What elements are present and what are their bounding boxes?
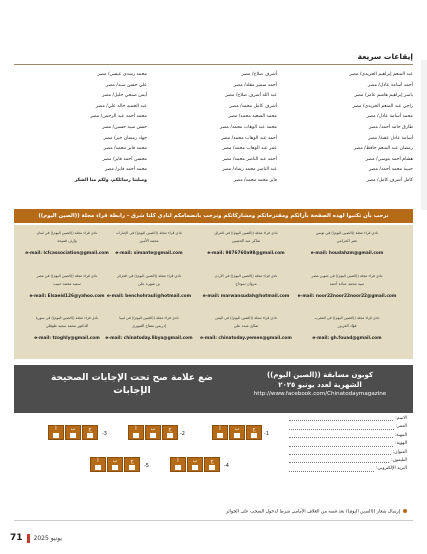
answer-option[interactable]: أ (48, 425, 64, 440)
name-item: محمد أسامة عادل/ مصر (366, 114, 413, 120)
name-item: ياسر إبراهيم هاشم عامر/ مصر (354, 93, 413, 99)
answer-option[interactable]: ب (107, 457, 123, 472)
name-item: أحمد أسامة عادل/ مصر (367, 82, 413, 88)
name-item: أشرف كامل محمد/ مصر (229, 103, 277, 109)
club-title: نادي قراء مجلة ((الصين اليوم)) في الإمارات (116, 231, 182, 235)
name-item: أشرف صلاح/ مصر (241, 72, 277, 77)
club-contact-name: محمد الأمين (139, 238, 159, 243)
page-edge-strip (421, 60, 427, 210)
club-title: نادي قراء مجلة ((الصين اليوم)) في تونس (315, 231, 379, 235)
club-contact-name: مروان سوداح (235, 281, 257, 286)
club-email[interactable]: e-mail: marwansudah@hotmail.com (202, 294, 290, 299)
answer-option[interactable]: أ (170, 457, 186, 472)
club-email[interactable]: e-mail: gh.fouad@gmail.com (312, 336, 382, 341)
name-item: رمضان عبد المنعم حافظ/ مصر (353, 146, 413, 152)
answer-option[interactable]: ب (187, 457, 203, 472)
answer-option[interactable]: أ (90, 457, 106, 472)
facebook-url[interactable]: http://www.facebook.com/Chinatodaymagazine (253, 391, 387, 397)
name-item: علي حسن سيد/ مصر (105, 82, 147, 88)
quiz-header (14, 365, 413, 413)
section-title: إيقاعات سريعة (357, 52, 413, 61)
club-title: نادي قراء مجلة ((الصين اليوم)) في المغرب (314, 316, 380, 320)
names-column-2 (157, 70, 277, 187)
question-number: -3 (102, 431, 107, 437)
prize-note-text: إرسال شعار ((الصين اليوم)) بعد قصه من الغلاف الأمامي شرط لدخول السحب على الجوائز (225, 509, 400, 515)
answer-option[interactable]: أ (128, 425, 144, 440)
name-item: محمد أحمد فايز/ مصر (105, 167, 147, 173)
name-item: محمد فايز محمد/ مصر (103, 146, 147, 152)
name-item: طارق حامد أحمد/ مصر (368, 124, 413, 130)
names-column-1 (288, 70, 413, 187)
readers-clubs-panel (14, 225, 413, 359)
club-title: نادي قراء مجلة ((الصين اليوم)) في مصر (36, 274, 98, 278)
question-number: -4 (224, 463, 229, 469)
club-contact-name: سيد محمد عبادة أحمد (329, 281, 365, 286)
name-item: حبيبة محمد أحمد/ مصر (368, 167, 413, 173)
address-field[interactable] (289, 449, 391, 455)
name-field[interactable] (289, 415, 393, 421)
club-title: نادي قراء مجلة ((الصين اليوم)) في لبنان (36, 231, 98, 235)
section-divider (14, 64, 413, 65)
club-title: نادي قراء مجلة ((الصين اليوم)) في العراق (214, 231, 278, 235)
form-label: التليفون: (391, 458, 407, 464)
form-label: العنوان: (392, 449, 407, 455)
name-item: محمد أحمد عبد الرحمن/ مصر (90, 114, 147, 120)
name-item: أحمد عبد الناصر محمد/ مصر (222, 156, 277, 162)
email-field[interactable] (289, 465, 374, 471)
club-email[interactable]: e-mail: 9876760a98@gmail.com (207, 251, 285, 256)
club-contact-name: شاكر عبد الحسين (231, 238, 261, 243)
club-contact-name: وارف قميحة (57, 238, 77, 243)
club-email[interactable]: e-mail: Elsaeid126@yahoo.com (29, 294, 105, 299)
club-title: نادي قراء مجلة ((الصين اليوم)) في الجزائر (116, 274, 182, 278)
club-contact-name: الدكتور محمد سعيد طوقلي (45, 323, 89, 328)
club-title: نادي قراء مجلة ((الصين اليوم)) في سوريا (35, 316, 99, 320)
name-item: محمد رشدي عيسى/ مصر (97, 72, 147, 77)
name-item: جهاد رمضان خير/ مصر (103, 135, 147, 141)
form-row-age[interactable] (287, 423, 407, 431)
name-item: أيمن صبحي خليل/ مصر (102, 93, 147, 99)
question-number: -2 (180, 431, 185, 437)
form-label: المهنة: (394, 432, 407, 438)
form-label: العمر: (395, 424, 407, 430)
club-card (17, 274, 117, 312)
answer-option[interactable]: ج (82, 425, 98, 440)
club-card (17, 231, 117, 269)
name-item: راجي عبد المنعم الجريدي/ مصر (352, 103, 413, 109)
question-number: -1 (264, 431, 269, 437)
coupon-title: كوبون مسابقة ((الصين اليوم)) (266, 371, 374, 379)
club-email[interactable]: e-mail: houdahzm@gmail.com (310, 251, 384, 256)
entrant-form (287, 415, 407, 474)
form-row-phone[interactable] (287, 457, 407, 465)
club-email[interactable]: e-mail: chinatoday.libya@gmail.com (105, 336, 193, 341)
answer-option[interactable]: ج (124, 457, 140, 472)
form-row-name[interactable] (287, 415, 407, 423)
answers-heading: الإجابات (113, 385, 151, 396)
answer-option[interactable]: ج (162, 425, 178, 440)
club-title: نادي قراء مجلة ((الصين اليوم)) في جنوبي مصر (311, 274, 383, 278)
club-email[interactable]: e-mail: tzoghly@gmail.com (34, 336, 100, 341)
readers-club-banner: نرحب بأن تكتبوا لهذه الصفحة بآرائكم ومقترحاتكم ومشاركاتكم ونرحب بانضمامكم لنادي كلنا شرق - رابطة قراء مجلة ((الصين اليوم)) (14, 209, 413, 223)
name-item: عبد الناصر محمد رشاد/ مصر (222, 167, 277, 173)
form-label: الهوية: (395, 441, 407, 447)
name-item: عبد الله أشرف صلاح/ مصر (225, 93, 277, 99)
club-email[interactable]: e-mail: ximante@gmail.com (115, 251, 183, 256)
issue-date: يونيو 2025 (33, 534, 63, 542)
club-title: نادي قراء مجلة ((الصين اليوم)) في الأردن (214, 274, 278, 278)
form-row-address[interactable] (287, 449, 407, 457)
phone-field[interactable] (289, 457, 389, 463)
club-email[interactable]: e-mail: noor22noor22noor22@gmail.com (297, 294, 397, 299)
answer-option[interactable]: ج (246, 425, 262, 440)
answer-option[interactable]: ب (229, 425, 245, 440)
form-label: الاسم: (395, 416, 407, 421)
name-item: محمد عبد الوهاب محمد/ مصر (219, 124, 277, 130)
name-item: فايز محمد محمد/ مصر (233, 177, 277, 183)
answer-option[interactable]: ج (204, 457, 220, 472)
bullet-icon (403, 509, 407, 513)
form-label: البريد الإلكتروني: (376, 466, 407, 472)
quiz-heading: ضع علامة صح تحت الإجابات الصحيحة (51, 373, 213, 383)
club-email[interactable]: e-mail: chinatoday.yemen@gmail.com (200, 336, 292, 341)
quiz-instructions (32, 373, 232, 396)
club-contact-name: فؤاد الغزيزر (337, 323, 357, 328)
name-item: محمد السعيد محمد/ مصر (228, 114, 277, 120)
club-contact-name: بن شهرة علي (137, 281, 161, 286)
prize-note (226, 509, 407, 515)
question-number: -5 (144, 463, 149, 469)
club-contact-name: عمر الحرامي (336, 238, 358, 243)
page-number: 71 (10, 533, 23, 543)
name-item: وصلتنا رسائلكم، ولكم منا الشكر (74, 177, 147, 183)
age-field[interactable] (289, 423, 394, 429)
name-item: عبد المنعم إبراهيم الجريدي/ مصر (349, 72, 413, 77)
name-item: أحمد سمير مقلد/ مصر (233, 82, 277, 88)
hobby-field[interactable] (289, 440, 393, 446)
club-title: نادي قراء مجلة ((الصين اليوم)) في ليبيا (119, 316, 179, 320)
name-item: محسن أحمد فايز/ مصر (102, 156, 147, 162)
coupon-info (235, 371, 405, 397)
name-item: عمر عبد الوهاب محمد/ مصر (222, 146, 277, 152)
answer-option[interactable]: أ (212, 425, 228, 440)
club-email[interactable]: e-mail: benchohrauli@hotmail.com (106, 294, 192, 299)
form-row-email[interactable] (287, 465, 407, 473)
name-item: كامل أشرف كامل/ مصر (366, 177, 413, 183)
page-footer (10, 532, 62, 544)
name-item: أحمد عبد الوهاب محمد/ مصر (221, 135, 277, 141)
footer-divider (27, 534, 30, 543)
club-contact-name: سعيد محمد حبيب (53, 281, 81, 286)
name-item: حسن سيد حسين/ مصر (102, 124, 147, 130)
club-contact-name: صالح عبده علي (233, 323, 259, 328)
quiz-form-area (14, 413, 413, 521)
club-title: نادي قراء مجلة ((الصين اليوم)) في اليمن (215, 316, 277, 320)
club-email[interactable]: e-mail: lcfcassociation@gmail.com (25, 251, 109, 256)
coupon-issue: الشهرية لعدد يونيو ٢٠٢٥ (278, 381, 362, 389)
names-column-3 (19, 70, 147, 187)
club-contact-name: إدريس مفتاح القبوري (132, 323, 166, 328)
form-row-job[interactable] (287, 432, 407, 440)
name-item: هشام أحمد موسى/ مصر (365, 156, 413, 162)
club-card (17, 316, 117, 354)
answer-option[interactable]: ب (145, 425, 161, 440)
answer-option[interactable]: ب (65, 425, 81, 440)
name-item: عبد الحميد خالد علي/ مصر (95, 103, 147, 109)
job-field[interactable] (289, 432, 393, 438)
name-item: أسامة عادل عقبة/ مصر (368, 135, 413, 141)
form-row-hobby[interactable] (287, 440, 407, 448)
